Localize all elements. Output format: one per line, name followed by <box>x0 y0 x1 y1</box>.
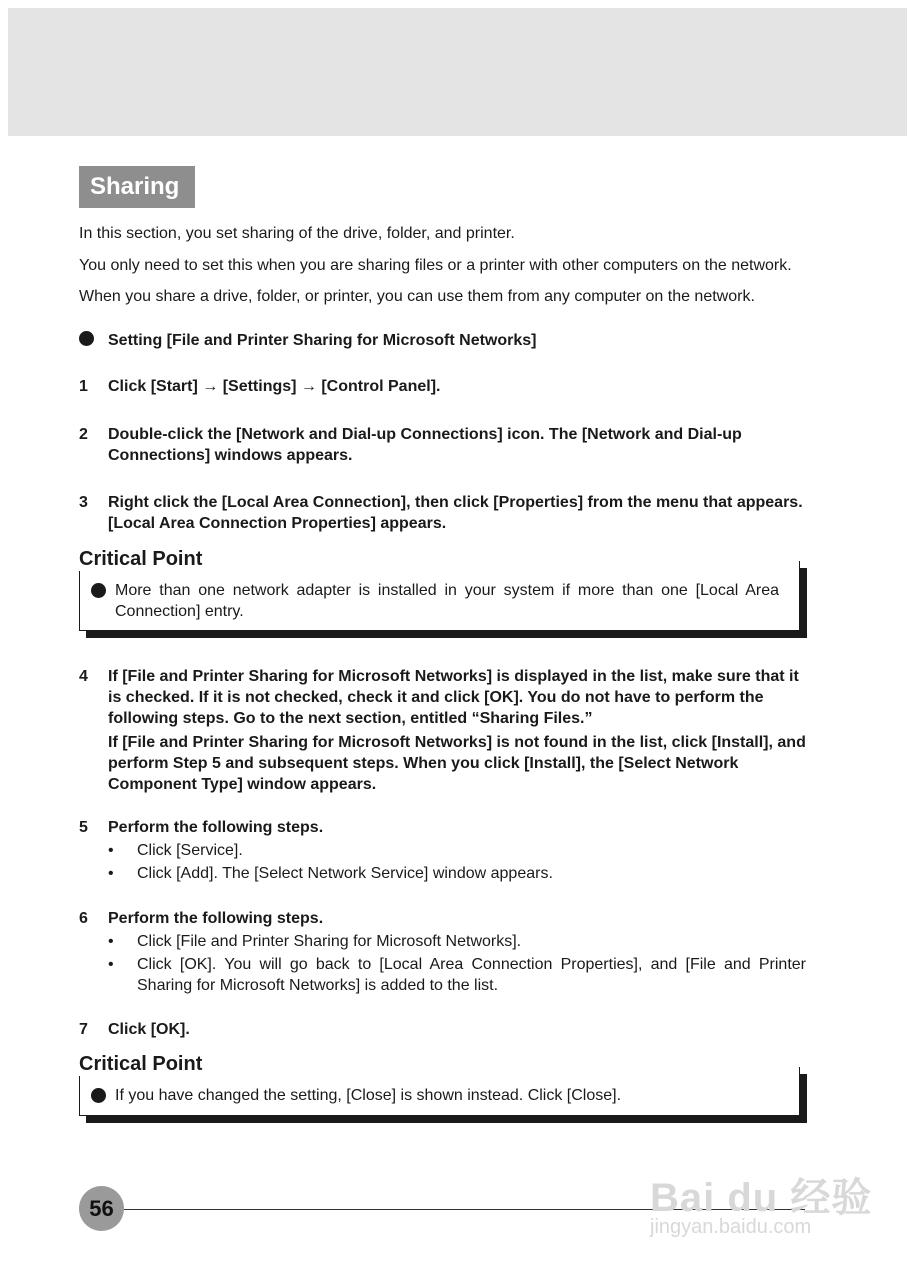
critical-point-box <box>79 561 800 631</box>
step-text: Perform the following steps. <box>108 910 324 927</box>
step-text: If [File and Printer Sharing for Microsoft Networks] is not found in the list, click [Install], and perform Step 5 and subsequent steps. When you click [Install], the [Select Network Component Type] window appears. <box>108 734 806 793</box>
sub-step-text: Click [Add]. The [Select Network Service] window appears. <box>137 865 553 882</box>
step-text: Click [Start] → [Settings] → [Control Panel]. <box>108 378 441 395</box>
watermark-logo: Bai du 经验 <box>650 1176 873 1220</box>
header-band <box>8 8 907 136</box>
step-1 <box>79 376 806 397</box>
procedure-heading-text: Setting [File and Printer Sharing for Microsoft Networks] <box>108 332 537 349</box>
sub-step-text: Click [Service]. <box>137 842 243 859</box>
step-number: 2 <box>79 426 88 443</box>
intro-paragraph: In this section, you set sharing of the drive, folder, and printer. <box>79 225 515 242</box>
sub-step <box>108 840 806 861</box>
procedure-heading <box>79 331 536 350</box>
intro-paragraph: You only need to set this when you are sharing files or a printer with other computers on the network. <box>79 257 792 274</box>
step-number: 1 <box>79 378 88 395</box>
step-number: 6 <box>79 910 88 927</box>
bullet-icon <box>79 331 94 346</box>
bullet-icon <box>91 1088 106 1103</box>
step-7 <box>79 1019 806 1040</box>
step-number: 3 <box>79 494 88 511</box>
sub-step <box>108 863 806 884</box>
sub-step <box>108 931 806 952</box>
bullet-glyph: • <box>108 956 114 973</box>
intro-paragraph: When you share a drive, folder, or printer, you can use them from any computer on the network. <box>79 288 755 305</box>
bullet-glyph: • <box>108 933 114 950</box>
step-number: 5 <box>79 819 88 836</box>
section-title: Sharing <box>79 166 195 208</box>
step-text: If [File and Printer Sharing for Microsoft Networks] is displayed in the list, make sure that it is checked. If it is not checked, check it and click [OK]. You do not have to perform the following steps. Go to the next section, entitled “Sharing Files.” <box>108 668 799 727</box>
step-2 <box>79 424 806 466</box>
step-number: 7 <box>79 1021 88 1038</box>
critical-point-item <box>80 1085 799 1106</box>
step-3 <box>79 492 806 534</box>
step-5 <box>79 817 806 884</box>
sub-step-text: Click [File and Printer Sharing for Microsoft Networks]. <box>137 933 522 950</box>
page-number: 56 <box>79 1186 124 1231</box>
critical-point-title: Critical Point <box>79 548 206 571</box>
step-text: Double-click the [Network and Dial-up Connections] icon. The [Network and Dial-up Connections] windows appears. <box>108 426 742 464</box>
step-text: Perform the following steps. <box>108 819 324 836</box>
bullet-glyph: • <box>108 865 114 882</box>
critical-point-text: More than one network adapter is installed in your system if more than one [Local Area Connection] entry. <box>115 582 779 620</box>
step-4 <box>79 666 806 795</box>
step-number: 4 <box>79 668 88 685</box>
step-text: Click [OK]. <box>108 1021 190 1038</box>
critical-point-text: If you have changed the setting, [Close] is shown instead. Click [Close]. <box>115 1087 622 1104</box>
critical-point-item <box>80 580 799 622</box>
critical-point-title: Critical Point <box>79 1053 206 1076</box>
bullet-icon <box>91 583 106 598</box>
sub-step-text: Click [OK]. You will go back to [Local Area Connection Properties], and [File and Printer Sharing for Microsoft Networks] is added to the list. <box>137 956 806 994</box>
sub-step <box>108 954 806 996</box>
step-text: Right click the [Local Area Connection], then click [Properties] from the menu that appears. [Local Area Connection Properties] appears. <box>108 494 803 532</box>
bullet-glyph: • <box>108 842 114 859</box>
step-6 <box>79 908 806 996</box>
watermark-url: jingyan.baidu.com <box>650 1216 812 1238</box>
